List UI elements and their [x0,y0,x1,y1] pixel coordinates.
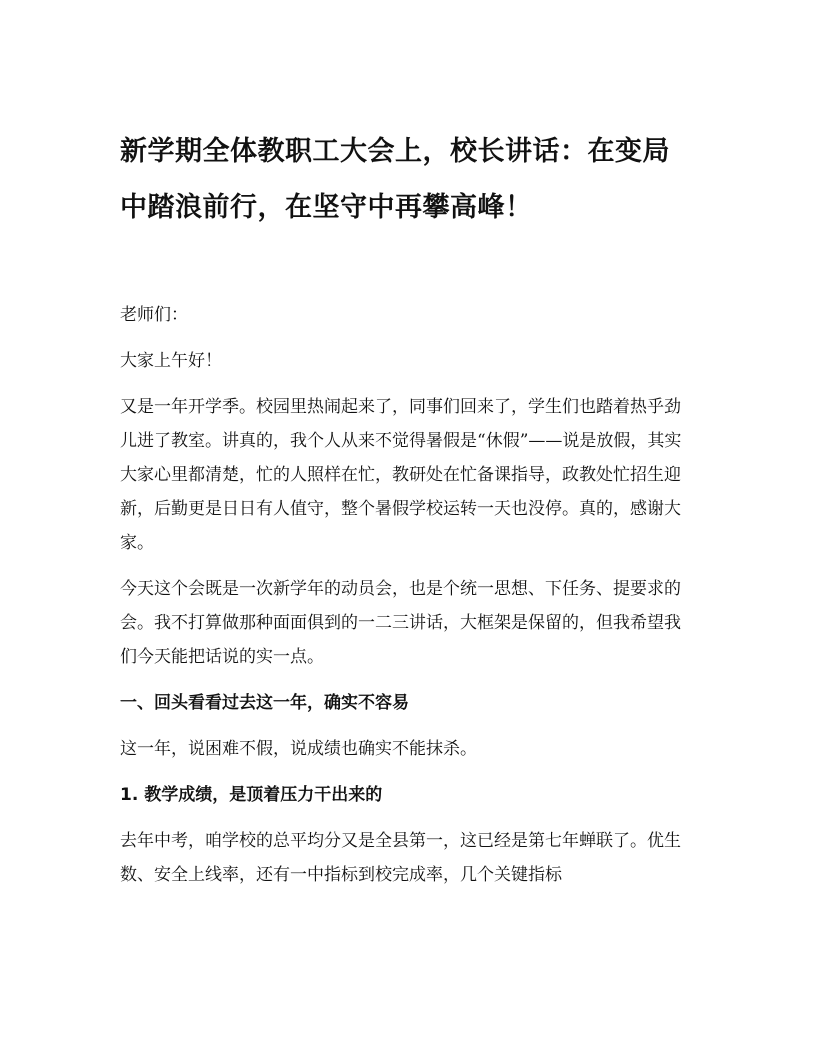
body-paragraph: 去年中考，咱学校的总平均分又是全县第一，这已经是第七年蝉联了。优生数、安全上线率，还有一中指标到校完成率，几个关键指标 [120,831,681,885]
section-heading: 一、回头看看过去这一年，确实不容易 [120,693,409,713]
document-title: 新学期全体教职工大会上，校长讲话：在变局中踏浪前行，在坚守中再攀高峰！ [120,136,670,223]
body-paragraph: 又是一年开学季。校园里热闹起来了，同事们回来了，学生们也踏着热乎劲儿进了教室。讲真的，我个人从来不觉得暑假是“休假”——说是放假，其实大家心里都清楚，忙的人照样在忙，教研处在忙备课指导，政教处忙招生迎新，后勤更是日日有人值守，整个暑假学校运转一天也没停。真的，感谢大家。 [120,397,682,553]
body-paragraph: 今天这个会既是一次新学年的动员会，也是个统一思想、下任务、提要求的会。我不打算做那种面面俱到的一二三讲话，大框架是保留的，但我希望我们今天能把话说的实一点。 [120,579,681,667]
subsection-heading: 1. 教学成绩，是顶着压力干出来的 [120,785,383,805]
salutation: 老师们： [120,305,188,325]
body-paragraph: 这一年，说困难不假，说成绩也确实不能抹杀。 [120,739,477,759]
greeting: 大家上午好！ [120,351,222,371]
document-body [120,298,692,904]
